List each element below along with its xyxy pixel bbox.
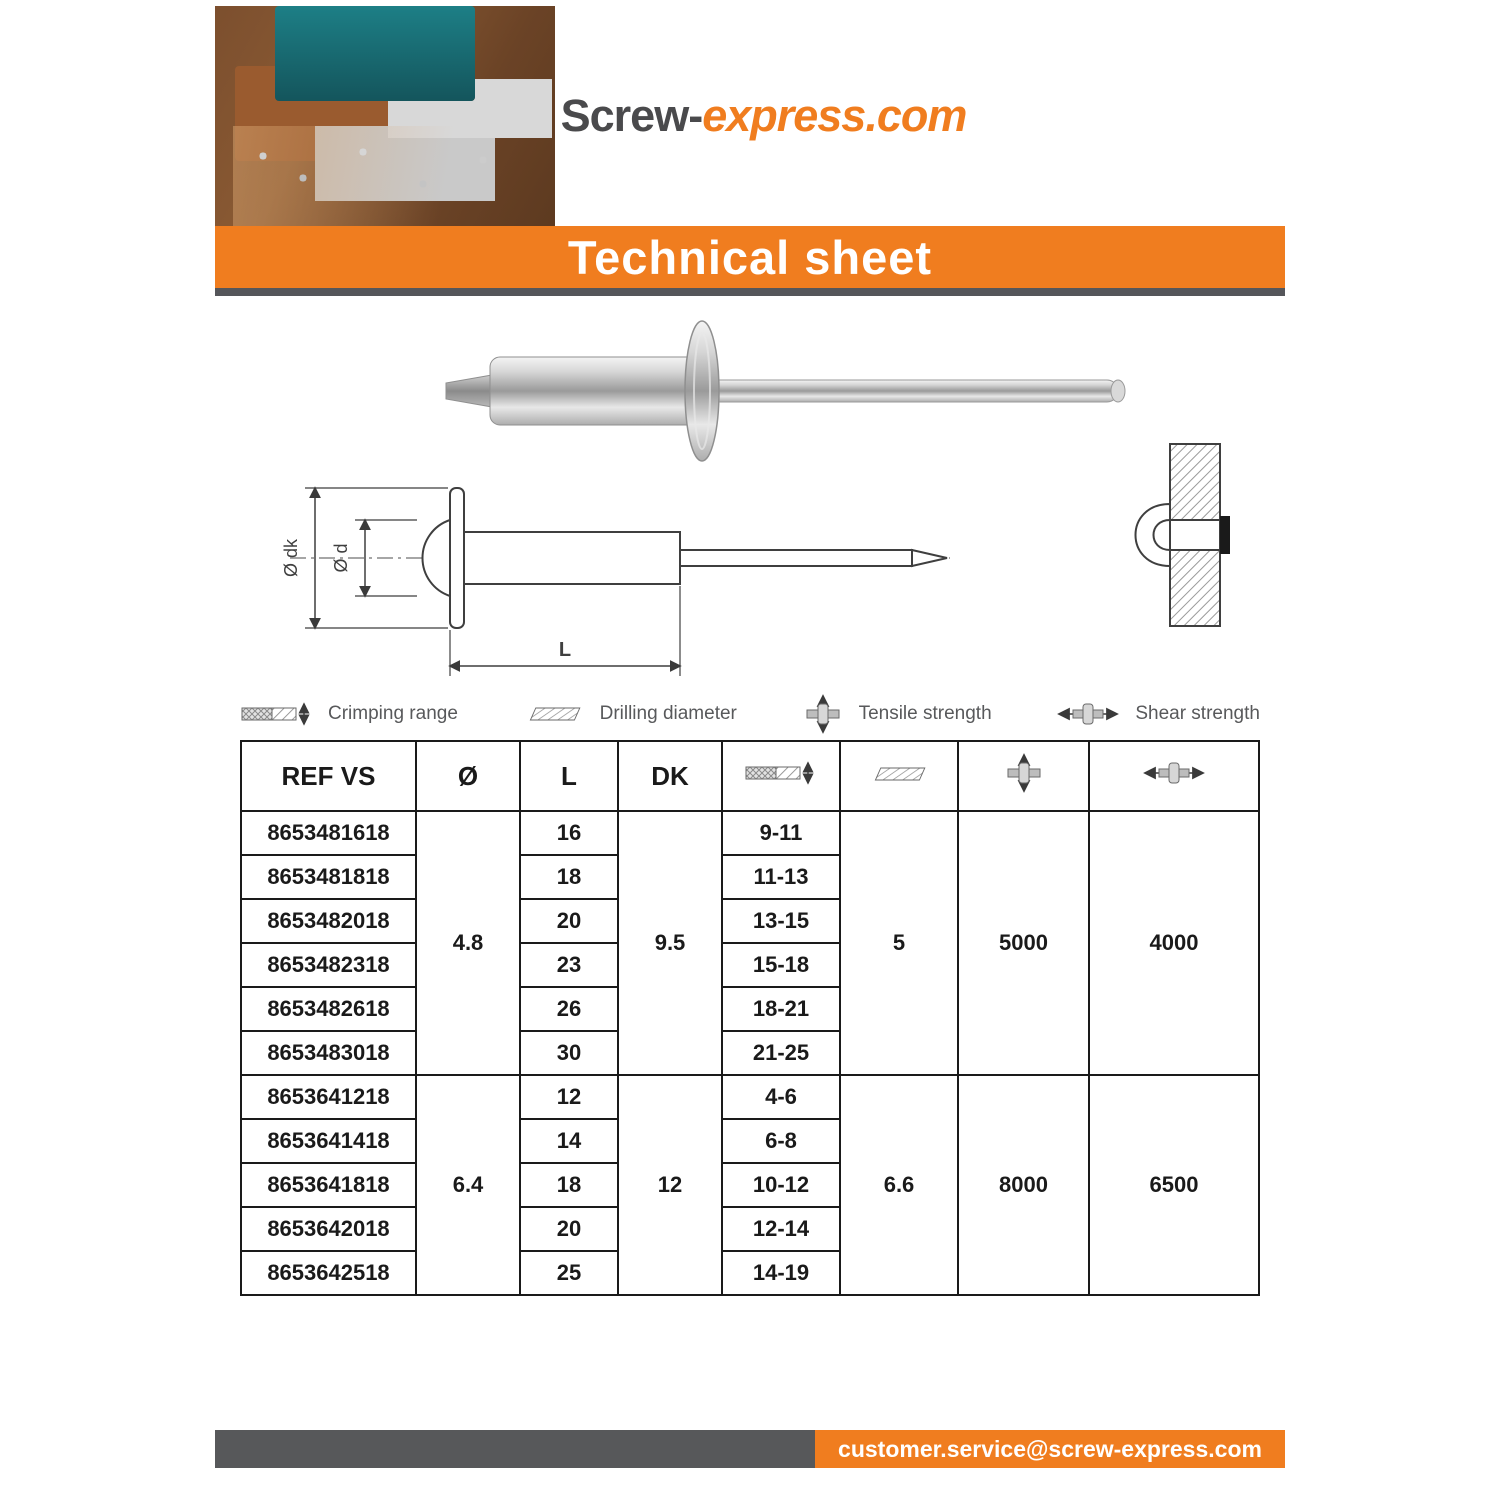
drilling-diameter-icon xyxy=(522,703,586,725)
length-cell: 25 xyxy=(520,1251,618,1295)
drilling-diameter-icon xyxy=(867,763,931,785)
technical-sheet-banner xyxy=(215,226,1285,288)
footer xyxy=(215,1430,1285,1468)
table-header-row xyxy=(241,741,1259,811)
dim-label-length: L xyxy=(558,639,572,661)
drill-diameter-cell: 6.6 xyxy=(840,1075,958,1295)
dim-label-dk: Ø dk xyxy=(281,538,301,578)
legend-label: Shear strength xyxy=(1135,703,1260,724)
shear-strength-icon xyxy=(1055,699,1121,729)
length-cell: 18 xyxy=(520,855,618,899)
ref-cell: 8653641818 xyxy=(241,1163,416,1207)
dk-cell: 12 xyxy=(618,1075,722,1295)
tensile-cell: 5000 xyxy=(958,811,1089,1075)
length-cell: 26 xyxy=(520,987,618,1031)
diameter-cell: 6.4 xyxy=(416,1075,520,1295)
col-header-diameter: Ø xyxy=(416,741,520,811)
legend-label: Crimping range xyxy=(328,703,458,724)
set-head xyxy=(1136,504,1171,566)
workbench-photo xyxy=(215,6,555,226)
legend-label: Drilling diameter xyxy=(599,703,737,724)
length-cell: 18 xyxy=(520,1163,618,1207)
rivet-body xyxy=(464,532,680,584)
ref-cell: 8653642018 xyxy=(241,1207,416,1251)
rivet-dome-head xyxy=(422,520,450,596)
rivet-mandrel xyxy=(680,550,912,566)
rivet-dimension-drawing xyxy=(235,388,960,688)
legend-item-tensile xyxy=(801,692,992,736)
crimp-range-cell: 4-6 xyxy=(722,1075,840,1119)
ref-cell: 8653482018 xyxy=(241,899,416,943)
table-row xyxy=(241,811,1259,855)
dim-label-d: Ø d xyxy=(331,543,351,573)
ref-cell: 8653641218 xyxy=(241,1075,416,1119)
col-header-crimping-range xyxy=(722,741,840,811)
col-header-shear-strength xyxy=(1089,741,1259,811)
shear-strength-icon xyxy=(1141,758,1207,788)
crimp-range-cell: 21-25 xyxy=(722,1031,840,1075)
mandrel-tip xyxy=(912,550,947,566)
tensile-strength-icon xyxy=(1002,750,1046,796)
length-cell: 16 xyxy=(520,811,618,855)
rivet-shank xyxy=(1170,520,1220,550)
legend-item-shear xyxy=(1055,699,1260,729)
spec-table xyxy=(240,740,1260,1296)
length-cell: 12 xyxy=(520,1075,618,1119)
tensile-strength-icon xyxy=(801,692,845,736)
table-row xyxy=(241,1075,1259,1119)
crimp-range-cell: 18-21 xyxy=(722,987,840,1031)
crimping-range-icon xyxy=(240,702,314,726)
crimp-range-cell: 10-12 xyxy=(722,1163,840,1207)
legend-item-drilling xyxy=(522,703,737,725)
screws-photo xyxy=(960,6,1285,226)
drill-diameter-cell: 5 xyxy=(840,811,958,1075)
shear-cell: 6500 xyxy=(1089,1075,1259,1295)
ref-cell: 8653481818 xyxy=(241,855,416,899)
legend-item-crimping xyxy=(240,702,458,726)
diameter-cell: 4.8 xyxy=(416,811,520,1075)
tensile-cell: 8000 xyxy=(958,1075,1089,1295)
crimping-range-icon xyxy=(744,761,818,785)
logo-text xyxy=(561,90,967,142)
crimp-range-cell: 15-18 xyxy=(722,943,840,987)
legend xyxy=(240,696,1260,732)
logo-brand-suffix: express.com xyxy=(702,90,967,141)
ref-cell: 8653482618 xyxy=(241,987,416,1031)
rivet-flange xyxy=(450,488,464,628)
mandrel-head xyxy=(1220,516,1230,554)
length-cell: 14 xyxy=(520,1119,618,1163)
footer-gray-bar xyxy=(215,1430,815,1468)
col-header-tensile-strength xyxy=(958,741,1089,811)
logo-brand-prefix: Screw- xyxy=(560,90,703,141)
ref-cell: 8653642518 xyxy=(241,1251,416,1295)
length-cell: 30 xyxy=(520,1031,618,1075)
customer-service-email[interactable]: customer.service@screw-express.com xyxy=(838,1435,1262,1462)
footer-orange-bar xyxy=(815,1430,1285,1468)
shear-cell: 4000 xyxy=(1089,811,1259,1075)
logo xyxy=(555,6,967,226)
crimp-range-cell: 11-13 xyxy=(722,855,840,899)
ref-cell: 8653482318 xyxy=(241,943,416,987)
crimp-range-cell: 6-8 xyxy=(722,1119,840,1163)
ref-cell: 8653481618 xyxy=(241,811,416,855)
installed-rivet-cross-section xyxy=(1082,440,1232,630)
crimp-range-cell: 12-14 xyxy=(722,1207,840,1251)
col-header-dk: DK xyxy=(618,741,722,811)
col-header-drilling-diameter xyxy=(840,741,958,811)
crimp-range-cell: 14-19 xyxy=(722,1251,840,1295)
col-header-length: L xyxy=(520,741,618,811)
banner-underline xyxy=(215,288,1285,296)
length-cell: 20 xyxy=(520,1207,618,1251)
length-cell: 23 xyxy=(520,943,618,987)
page-title: Technical sheet xyxy=(567,230,933,284)
crimp-range-cell: 13-15 xyxy=(722,899,840,943)
ref-cell: 8653641418 xyxy=(241,1119,416,1163)
ref-cell: 8653483018 xyxy=(241,1031,416,1075)
col-header-ref: REF VS xyxy=(241,741,416,811)
length-cell: 20 xyxy=(520,899,618,943)
legend-label: Tensile strength xyxy=(858,703,992,724)
crimp-range-cell: 9-11 xyxy=(722,811,840,855)
dk-cell: 9.5 xyxy=(618,811,722,1075)
